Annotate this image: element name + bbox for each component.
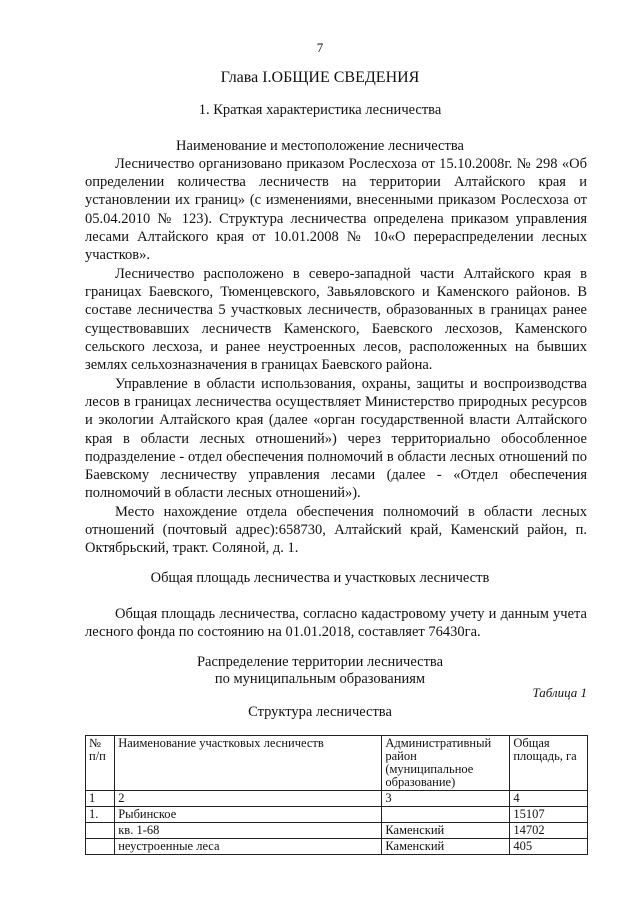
table-cell: 14702 xyxy=(510,823,588,839)
table-caption: Таблица 1 xyxy=(532,685,587,700)
table-header-cell: Административный район (муниципальное образование) xyxy=(382,736,510,791)
table-cell: 3 xyxy=(382,791,510,807)
distribution-heading-line2: по муниципальным образованиям xyxy=(214,671,426,687)
table-cell: 405 xyxy=(510,839,588,855)
page-number: 7 xyxy=(316,40,324,55)
table-cell: 15107 xyxy=(510,807,588,823)
table-header-cell: Наименование участковых лесничеств xyxy=(115,736,382,791)
table-cell: неустроенные леса xyxy=(115,839,382,855)
section-title: 1. Краткая характеристика лесничества xyxy=(198,102,442,118)
table-row xyxy=(86,839,588,855)
table-cell: 1 xyxy=(86,791,115,807)
distribution-heading-line1: Распределение территории лесничества xyxy=(196,654,444,670)
area-paragraph: Общая площадь лесничества, согласно кадастровому учету и данным учета лесного фонда по состоянию на 01.01.2018, составляет 76430га. xyxy=(85,606,587,641)
area-heading: Общая площадь лесничества и участковых лесничеств xyxy=(150,570,490,586)
paragraph-location: Лесничество расположено в северо-западной части Алтайского края в границах Баевского, Тюменцевского, Завьяловского и Каменского районов. В составе лесничества 5 участковых лесничеств, образованных в границах ранее существовавших лесничеств Каменского, Баевского лесхозов, Каменского сельского лесхоза, и ранее неустроенных лесов, расположенных на бывших землях сельхозназначения в границах Баевского района. xyxy=(85,266,587,374)
table-header-row xyxy=(86,736,588,791)
subsection-title: Наименование и местоположение лесничества xyxy=(176,138,464,154)
table-cell xyxy=(86,823,115,839)
structure-table xyxy=(85,735,588,855)
chapter-title: Глава I.ОБЩИЕ СВЕДЕНИЯ xyxy=(220,69,420,86)
table-header-cell: Общая площадь, га xyxy=(510,736,588,791)
paragraph-address: Место нахождение отдела обеспечения полномочий в области лесных отношений (почтовый адрес):658730, Алтайский край, Каменский район, п. Октябрьский, тракт. Соляной, д. 1. xyxy=(85,504,587,557)
table-cell xyxy=(382,807,510,823)
table-header-cell: № п/п xyxy=(86,736,115,791)
table-row xyxy=(86,791,588,807)
table-cell: 4 xyxy=(510,791,588,807)
table-cell xyxy=(86,839,115,855)
table-cell: 1. xyxy=(86,807,115,823)
table-cell: Рыбинское xyxy=(115,807,382,823)
table-cell: 2 xyxy=(115,791,382,807)
table-row xyxy=(86,807,588,823)
table-cell: Каменский xyxy=(382,839,510,855)
table-row xyxy=(86,823,588,839)
table-title: Структура лесничества xyxy=(248,704,392,720)
table-cell: Каменский xyxy=(382,823,510,839)
table-cell: кв. 1-68 xyxy=(115,823,382,839)
paragraph-management: Управление в области использования, охраны, защиты и воспроизводства лесов в границах лесничества осуществляет Министерство природных ресурсов и экологии Алтайского края (далее «орган государственной власти Алтайского края в области лесных отношений») через территориально обособленное подразделение - отдел обеспечения полномочий в области лесных отношений по Баевскому лесничеству управления лесами (далее - «Отдел обеспечения полномочий в области лесных отношений»). xyxy=(85,376,587,502)
paragraph-organization: Лесничество организовано приказом Рослесхоза от 15.10.2008г. № 298 «Об определении количества лесничеств на территории Алтайского края и установлении их границ» (с изменениями, внесенными приказом Рослесхоза от 05.04.2010 № 123). Структура лесничества определена приказом управления лесами Алтайского края от 10.01.2008 № 10«О перераспределении лесных участков». xyxy=(85,156,587,264)
